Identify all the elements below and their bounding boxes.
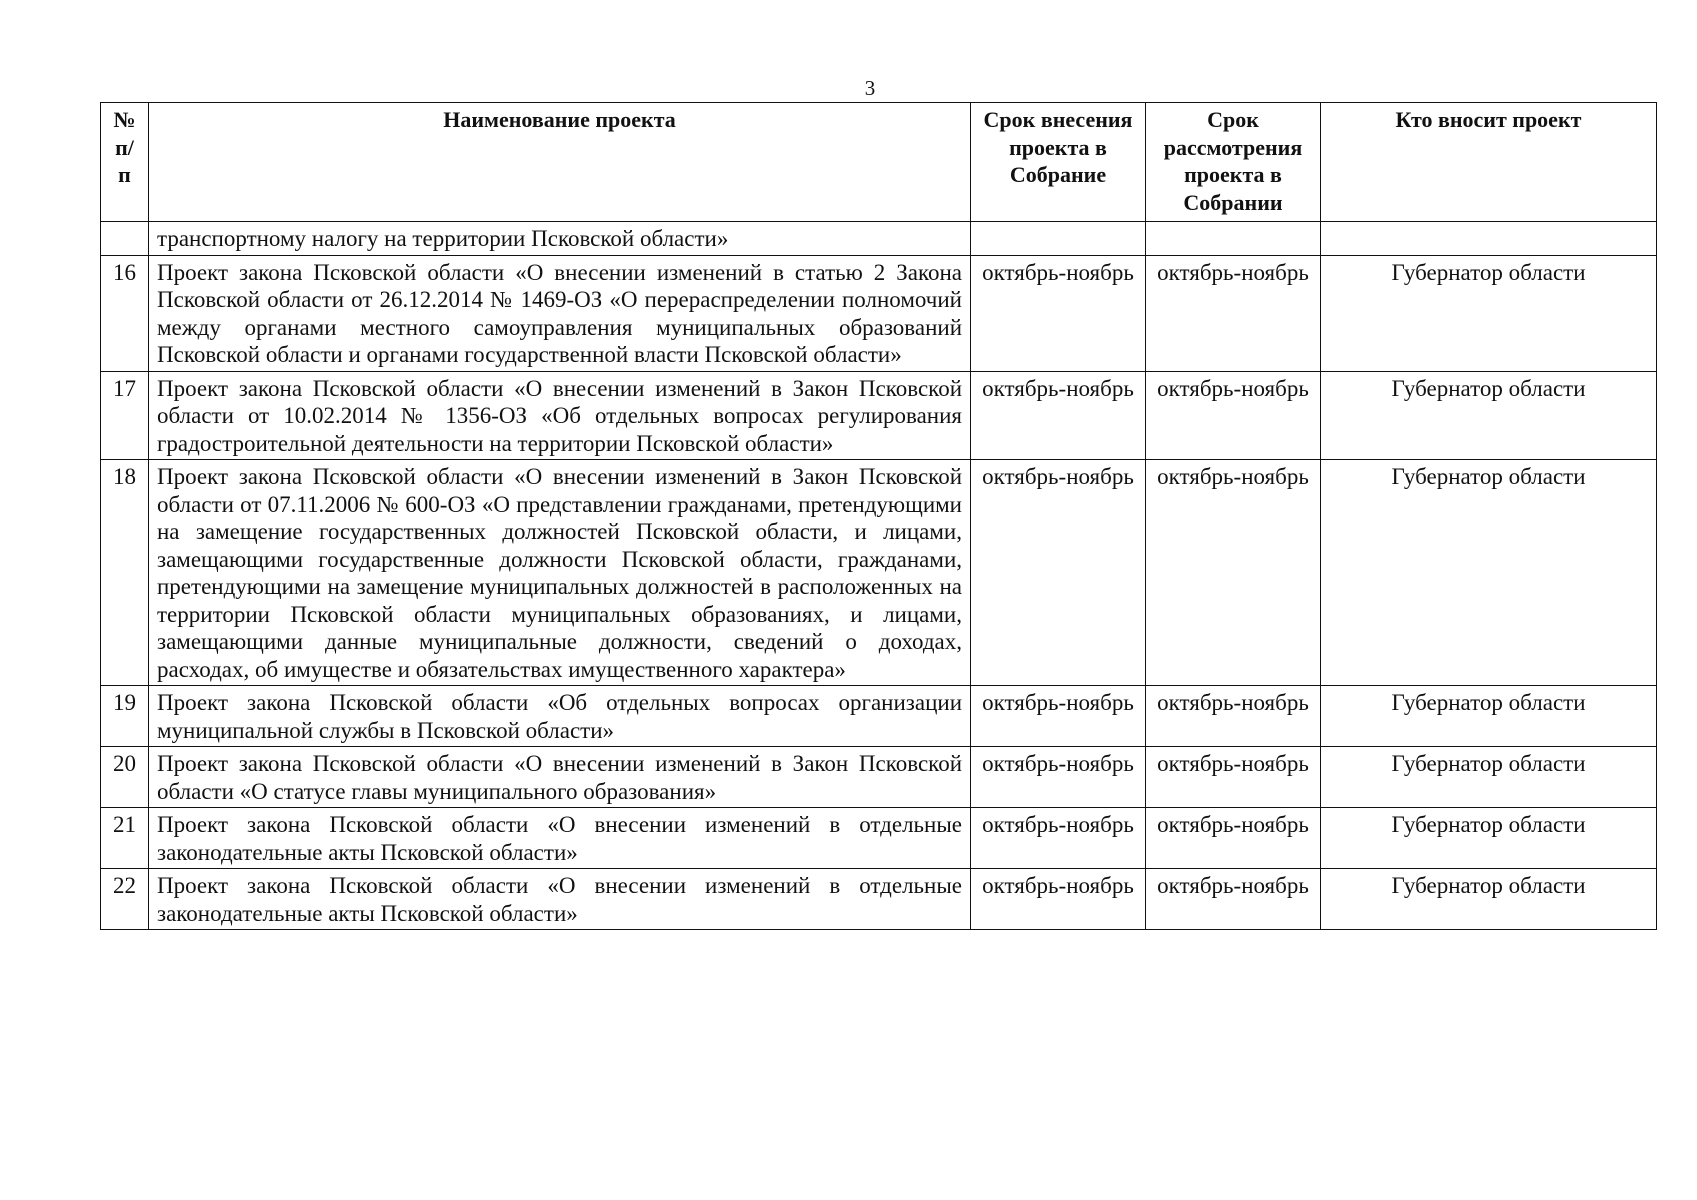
- row-number: 21: [101, 808, 149, 869]
- header-number: № п/п: [101, 103, 149, 222]
- project-name: транспортному налогу на территории Псковской области»: [149, 222, 971, 256]
- review-term: октябрь-ноябрь: [1146, 371, 1321, 460]
- submit-term: октябрь-ноябрь: [971, 686, 1146, 747]
- submit-term: октябрь-ноябрь: [971, 869, 1146, 930]
- row-number: 16: [101, 255, 149, 371]
- review-term: октябрь-ноябрь: [1146, 808, 1321, 869]
- table-row: [101, 222, 1657, 256]
- table-body: [101, 222, 1657, 930]
- submitter: Губернатор области: [1321, 255, 1657, 371]
- table-row: [101, 808, 1657, 869]
- project-name: Проект закона Псковской области «О внесении изменений в отдельные законодательные акты Псковской области»: [149, 808, 971, 869]
- submit-term: октябрь-ноябрь: [971, 371, 1146, 460]
- legislative-plan-table: [100, 102, 1657, 930]
- review-term: октябрь-ноябрь: [1146, 255, 1321, 371]
- project-name: Проект закона Псковской области «О внесении изменений в Закон Псковской области от 07.11.2006 № 600-ОЗ «О представлении гражданами, претендующими на замещение государственных должностей Псковской области, и лицами, замещающими государственные должности Псковской области, гражданами, претендующими на замещение муниципальных должностей в расположенных на территории Псковской области муниципальных образованиях, и лицами, замещающими данные муниципальные должности, сведений о доходах, расходах, об имуществе и обязательствах имущественного характера»: [149, 460, 971, 686]
- submitter: Губернатор области: [1321, 460, 1657, 686]
- review-term: октябрь-ноябрь: [1146, 869, 1321, 930]
- project-name: Проект закона Псковской области «О внесении изменений в Закон Псковской области «О статусе главы муниципального образования»: [149, 747, 971, 808]
- project-name: Проект закона Псковской области «Об отдельных вопросах организации муниципальной службы в Псковской области»: [149, 686, 971, 747]
- row-number: 22: [101, 869, 149, 930]
- row-number: 17: [101, 371, 149, 460]
- review-term: октябрь-ноябрь: [1146, 460, 1321, 686]
- header-review-term: Срок рассмотрения проекта в Собрании: [1146, 103, 1321, 222]
- submitter: Губернатор области: [1321, 747, 1657, 808]
- row-number: 18: [101, 460, 149, 686]
- table-row: [101, 255, 1657, 371]
- table-row: [101, 686, 1657, 747]
- submit-term: [971, 222, 1146, 256]
- submitter: Губернатор области: [1321, 808, 1657, 869]
- row-number: 20: [101, 747, 149, 808]
- submit-term: октябрь-ноябрь: [971, 747, 1146, 808]
- header-submit-term: Срок внесения проекта в Собрание: [971, 103, 1146, 222]
- submitter: Губернатор области: [1321, 686, 1657, 747]
- page-number: 3: [864, 76, 876, 100]
- table-header-row: [101, 103, 1657, 222]
- table-row: [101, 747, 1657, 808]
- project-name: Проект закона Псковской области «О внесении изменений в статью 2 Закона Псковской области от 26.12.2014 № 1469-ОЗ «О перераспределении полномочий между органами местного самоуправления муниципальных образований Псковской области и органами государственной власти Псковской области»: [149, 255, 971, 371]
- submitter: Губернатор области: [1321, 371, 1657, 460]
- row-number: 19: [101, 686, 149, 747]
- row-number: [101, 222, 149, 256]
- header-project-name: Наименование проекта: [149, 103, 971, 222]
- submitter: [1321, 222, 1657, 256]
- project-name: Проект закона Псковской области «О внесении изменений в Закон Псковской области от 10.02.2014 № 1356-ОЗ «Об отдельных вопросах регулирования градостроительной деятельности на территории Псковской области»: [149, 371, 971, 460]
- submit-term: октябрь-ноябрь: [971, 460, 1146, 686]
- table-row: [101, 869, 1657, 930]
- table-row: [101, 371, 1657, 460]
- header-submitter: Кто вносит проект: [1321, 103, 1657, 222]
- submitter: Губернатор области: [1321, 869, 1657, 930]
- review-term: октябрь-ноябрь: [1146, 747, 1321, 808]
- review-term: [1146, 222, 1321, 256]
- review-term: октябрь-ноябрь: [1146, 686, 1321, 747]
- project-name: Проект закона Псковской области «О внесении изменений в отдельные законодательные акты Псковской области»: [149, 869, 971, 930]
- table-row: [101, 460, 1657, 686]
- submit-term: октябрь-ноябрь: [971, 255, 1146, 371]
- submit-term: октябрь-ноябрь: [971, 808, 1146, 869]
